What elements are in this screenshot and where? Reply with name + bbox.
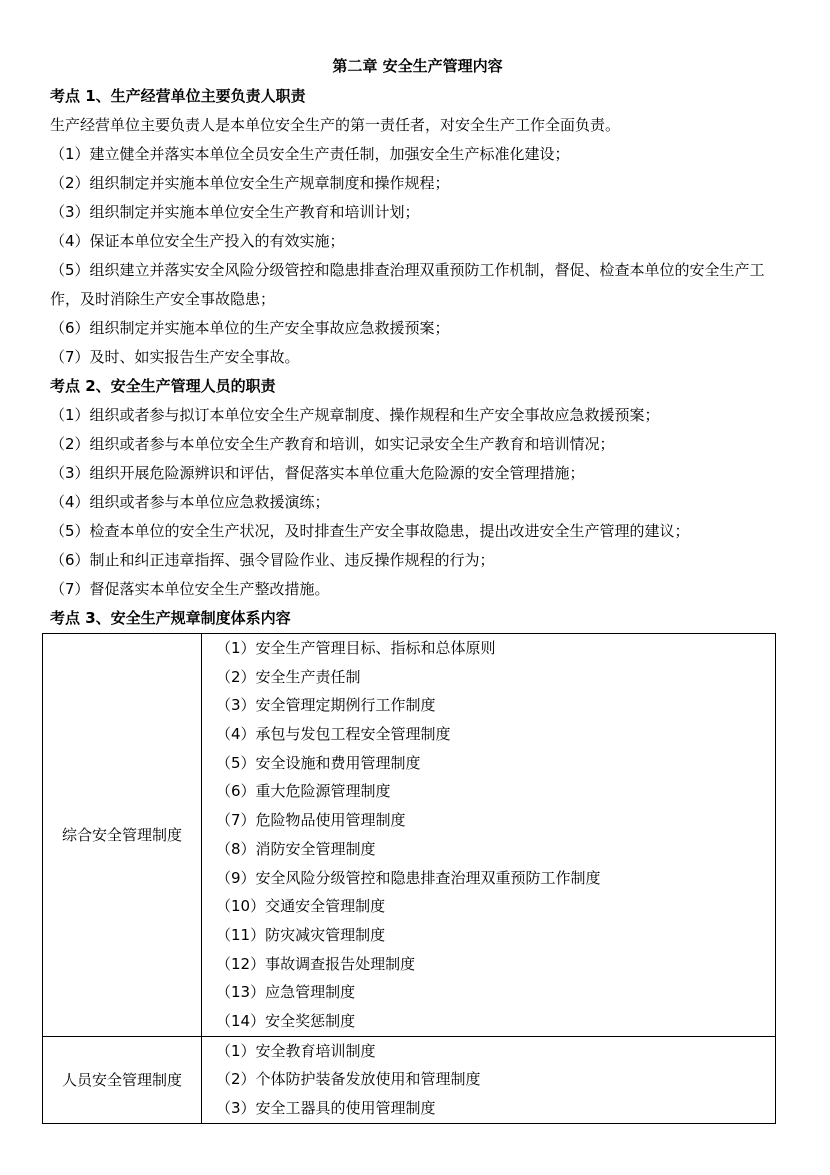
document-page	[50, 54, 785, 1124]
table-item: （9）安全风险分级管控和隐患排查治理双重预防工作制度	[216, 868, 601, 887]
section-2-list	[50, 401, 785, 604]
list-item: （7）督促落实本单位安全生产整改措施。	[50, 580, 330, 598]
list-item: （7）及时、如实报告生产安全事故。	[50, 348, 300, 366]
table-item: （8）消防安全管理制度	[216, 839, 376, 858]
section-1-list	[50, 140, 785, 372]
table-item: （3）安全工器具的使用管理制度	[216, 1099, 436, 1117]
list-item: （1）建立健全并落实本单位全员安全生产责任制，加强安全生产标准化建设；	[50, 145, 570, 163]
list-item: （4）保证本单位安全生产投入的有效实施；	[50, 232, 345, 250]
list-item: （2）组织或者参与本单位安全生产教育和培训，如实记录安全生产教育和培训情况；	[50, 435, 615, 453]
list-item: （6）组织制定并实施本单位的生产安全事故应急救援预案；	[50, 319, 450, 337]
list-item: （4）组织或者参与本单位应急救援演练；	[50, 493, 330, 511]
list-item: （2）组织制定并实施本单位安全生产规章制度和操作规程；	[50, 174, 450, 192]
items-cell	[202, 634, 776, 1037]
table-item: （11）防灾减灾管理制度	[216, 925, 386, 944]
category-cell: 综合安全管理制度	[43, 634, 202, 1037]
items-cell	[202, 1036, 776, 1123]
category-cell: 人员安全管理制度	[43, 1036, 202, 1123]
table-item: （13）应急管理制度	[216, 983, 356, 1002]
list-item: （3）组织制定并实施本单位安全生产教育和培训计划；	[50, 203, 420, 221]
table-item: （1）安全生产管理目标、指标和总体原则	[216, 639, 496, 657]
table-item: （6）重大危险源管理制度	[216, 782, 391, 801]
list-item: （1）组织或者参与拟订本单位安全生产规章制度、操作规程和生产安全事故应急救援预案；	[50, 406, 660, 424]
table-item: （2）安全生产责任制	[216, 667, 361, 686]
table-item: （14）安全奖惩制度	[216, 1011, 356, 1030]
list-item: （6）制止和纠正违章指挥、强令冒险作业、违反操作规程的行为；	[50, 551, 495, 569]
table-item: （5）安全设施和费用管理制度	[216, 753, 421, 772]
rules-table	[42, 633, 776, 1124]
list-item: （5）检查本单位的安全生产状况，及时排查生产安全事故隐患，提出改进安全生产管理的建议；	[50, 522, 690, 540]
table-item: （12）事故调查报告处理制度	[216, 954, 416, 973]
table-item: （7）危险物品使用管理制度	[216, 811, 406, 830]
table-item: （2）个体防护装备发放使用和管理制度	[216, 1070, 481, 1089]
table-row	[43, 634, 776, 1037]
section-1-intro: 生产经营单位主要负责人是本单位安全生产的第一责任者，对安全生产工作全面负责。	[50, 116, 621, 134]
list-item: （3）组织开展危险源辨识和评估，督促落实本单位重大危险源的安全管理措施；	[50, 464, 585, 482]
table-item: （1）安全教育培训制度	[216, 1041, 376, 1060]
table-item: （10）交通安全管理制度	[216, 897, 386, 916]
table-row	[43, 1036, 776, 1123]
section-3-heading: 考点 3、安全生产规章制度体系内容	[50, 609, 291, 627]
section-2-heading: 考点 2、安全生产管理人员的职责	[50, 377, 276, 395]
chapter-title: 第二章 安全生产管理内容	[332, 57, 503, 75]
section-1-heading: 考点 1、生产经营单位主要负责人职责	[50, 87, 306, 105]
table-item: （3）安全管理定期例行工作制度	[216, 696, 436, 715]
table-item: （4）承包与发包工程安全管理制度	[216, 725, 451, 744]
list-item: （5）组织建立并落实安全风险分级管控和隐患排查治理双重预防工作机制，督促、检查本单位的安全生产工作，及时消除生产安全事故隐患；	[50, 261, 765, 308]
